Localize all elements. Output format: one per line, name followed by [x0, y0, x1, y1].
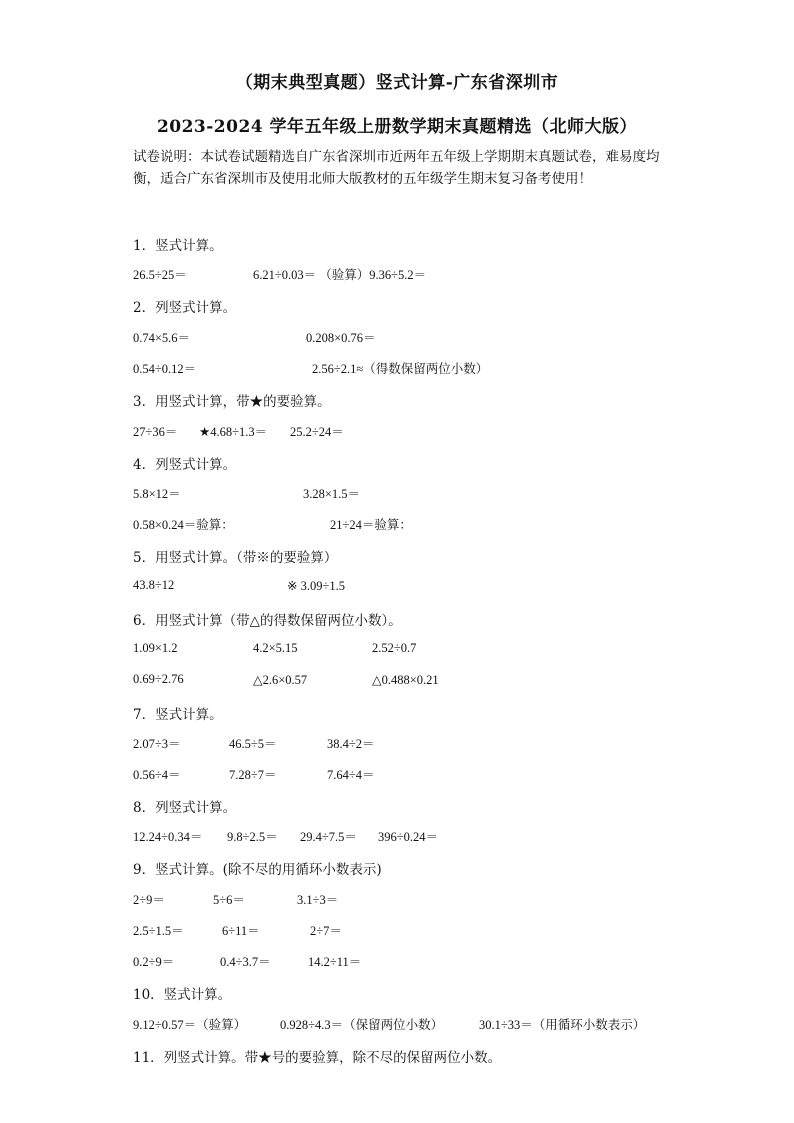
expression: 7.64÷4＝	[327, 768, 375, 782]
expression: 3.28×1.5＝	[303, 487, 361, 501]
expression: 0.56÷4＝	[133, 768, 181, 782]
expression: 396÷0.24＝	[378, 830, 438, 844]
question-7-label: 7．竖式计算。	[133, 707, 223, 723]
expression: 46.5÷5＝	[229, 737, 277, 751]
expression: 21÷24＝验算：	[330, 518, 412, 532]
expression: 0.928÷4.3＝（保留两位小数）	[280, 1018, 444, 1032]
expression: 27÷36＝	[133, 425, 178, 439]
expression: 0.74×5.6＝	[133, 331, 191, 345]
expression: 2.5÷1.5＝	[133, 924, 184, 938]
expression: 3.1÷3＝	[297, 893, 339, 907]
question-2-label: 2．列竖式计算。	[133, 300, 237, 316]
expression: 2÷9＝	[133, 893, 165, 907]
expression: 9.12÷0.57＝（验算）	[133, 1018, 247, 1032]
expression: 2.56÷2.1≈（得数保留两位小数）	[312, 362, 489, 376]
expression: 29.4÷7.5＝	[300, 830, 357, 844]
expression: △0.488×0.21	[372, 673, 439, 687]
expression: 38.4÷2＝	[327, 737, 375, 751]
exam-description: 试卷说明：本试卷试题精选自广东省深圳市近两年五年级上学期期末真题试卷，难易度均衡，适合广东省深圳市及使用北师大版教材的五年级学生期末复习备考使用！	[133, 149, 660, 187]
question-4-label: 4．列竖式计算。	[133, 457, 237, 473]
expression: 0.54÷0.12＝	[133, 362, 197, 376]
question-9-label: 9．竖式计算。(除不尽的用循环小数表示)	[133, 862, 382, 878]
expression: 9.8÷2.5＝	[227, 830, 278, 844]
expression: 5.8×12＝	[133, 487, 181, 501]
expression: 0.2÷9＝	[133, 955, 175, 969]
expression: 25.2÷24＝	[290, 425, 344, 439]
expression: 12.24÷0.34＝	[133, 830, 203, 844]
question-6-label: 6．用竖式计算（带△的得数保留两位小数）。	[133, 613, 402, 629]
expression: 4.2×5.15	[253, 641, 298, 655]
question-1-label: 1．竖式计算。	[133, 238, 223, 254]
document-title-line2: 2023-2024 学年五年级上册数学期末真题精选（北师大版）	[156, 117, 638, 137]
expression: 5÷6＝	[213, 893, 245, 907]
expression: 43.8÷12	[133, 578, 175, 592]
expression: 6.21÷0.03＝ （验算）9.36÷5.2＝	[253, 268, 427, 282]
expression: 2÷7＝	[310, 924, 342, 938]
expression: 0.4÷3.7＝	[220, 955, 271, 969]
expression: ★4.68÷1.3＝	[199, 425, 268, 439]
expression: 0.69÷2.76	[133, 672, 184, 686]
expression: 6÷11＝	[222, 924, 260, 938]
expression: 30.1÷33＝（用循环小数表示）	[479, 1018, 646, 1032]
expression: 0.208×0.76＝	[306, 331, 376, 345]
question-10-label: 10．竖式计算。	[133, 987, 232, 1003]
question-3-label: 3．用竖式计算，带★的要验算。	[133, 394, 331, 410]
question-11-label: 11．列竖式计算。带★号的要验算，除不尽的保留两位小数。	[133, 1050, 502, 1066]
expression: 26.5÷25＝	[133, 268, 187, 282]
expression: 0.58×0.24＝验算：	[133, 518, 234, 532]
question-5-label: 5．用竖式计算。（带※的要验算）	[133, 550, 338, 566]
expression: 7.28÷7＝	[229, 768, 277, 782]
question-8-label: 8．列竖式计算。	[133, 800, 237, 816]
expression: △2.6×0.57	[253, 673, 308, 687]
expression: ※ 3.09÷1.5	[287, 579, 345, 593]
expression: 14.2÷11＝	[308, 955, 362, 969]
expression: 2.07÷3＝	[133, 737, 181, 751]
document-title-line1: （期末典型真题）竖式计算-广东省深圳市	[235, 73, 559, 93]
expression: 2.52÷0.7	[372, 641, 417, 655]
expression: 1.09×1.2	[133, 641, 178, 655]
